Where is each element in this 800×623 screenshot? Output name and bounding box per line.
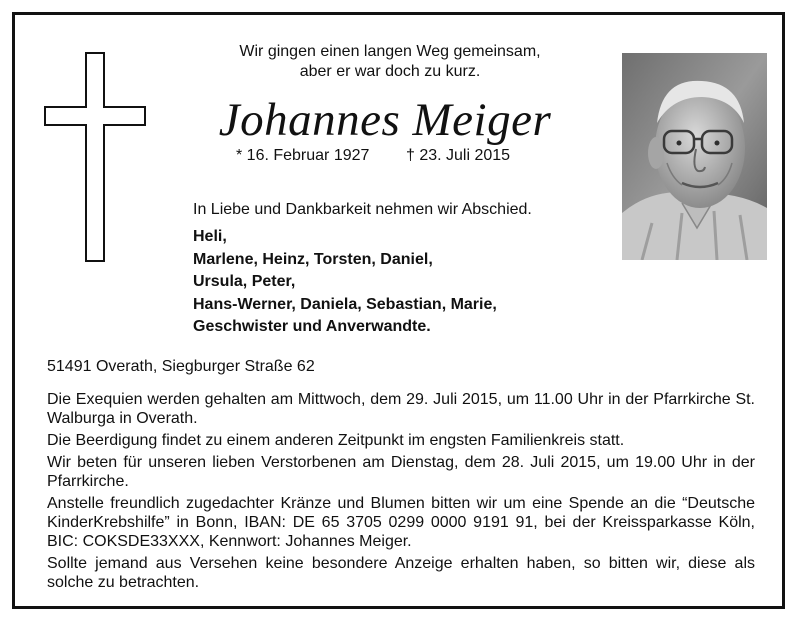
mourner-line: Heli, — [193, 228, 227, 245]
portrait-illustration — [622, 53, 767, 260]
donation-text: Anstelle freundlich zugedachter Kränze und Blumen bitten wir um eine Spende an die “Deutsche KinderKrebshilfe” in Bonn, IBAN: DE 65 3705 0299 0000 9191 91, bei der Kreissparkasse Köln, BIC: COKSDE33XXX, Kennwort: Johannes Meiger. — [47, 495, 755, 550]
birth-date: * 16. Februar 1927 — [236, 147, 370, 164]
portrait-photo — [622, 53, 767, 260]
memorial-quote — [190, 42, 590, 82]
death-date: † 23. Juli 2015 — [406, 147, 511, 164]
mourner-line: Marlene, Heinz, Torsten, Daniel, — [193, 250, 433, 268]
family-address: 51491 Overath, Siegburger Straße 62 — [47, 358, 315, 375]
mourner-line: Geschwister und Anverwandte. — [193, 318, 431, 335]
mourner-line: Ursula, Peter, — [193, 273, 296, 290]
prayer-text: Wir beten für unseren lieben Verstorbenen am Dienstag, dem 28. Juli 2015, um 19.00 Uhr in der Pfarrkirche. — [47, 454, 755, 490]
mourner-line: Hans-Werner, Daniela, Sebastian, Marie, — [193, 295, 497, 313]
quote-line-2: aber er war doch zu kurz. — [299, 63, 481, 80]
notice-disclaimer: Sollte jemand aus Versehen keine besondere Anzeige erhalten haben, so bitten wir, diese als solche zu betrachten. — [47, 555, 755, 591]
mourners-list — [193, 226, 497, 339]
burial-text: Die Beerdigung findet zu einem anderen Zeitpunkt im engsten Familienkreis statt. — [47, 432, 625, 449]
deceased-name: Johannes Meiger — [218, 94, 552, 146]
cross-icon — [44, 52, 146, 262]
farewell-text: In Liebe und Dankbarkeit nehmen wir Abschied. — [193, 201, 532, 218]
quote-line-1: Wir gingen einen langen Weg gemeinsam, — [239, 43, 541, 60]
funeral-mass-text: Die Exequien werden gehalten am Mittwoch, dem 29. Juli 2015, um 11.00 Uhr in der Pfarrkirche St. Walburga in Overath. — [47, 391, 755, 427]
service-details — [47, 390, 755, 595]
